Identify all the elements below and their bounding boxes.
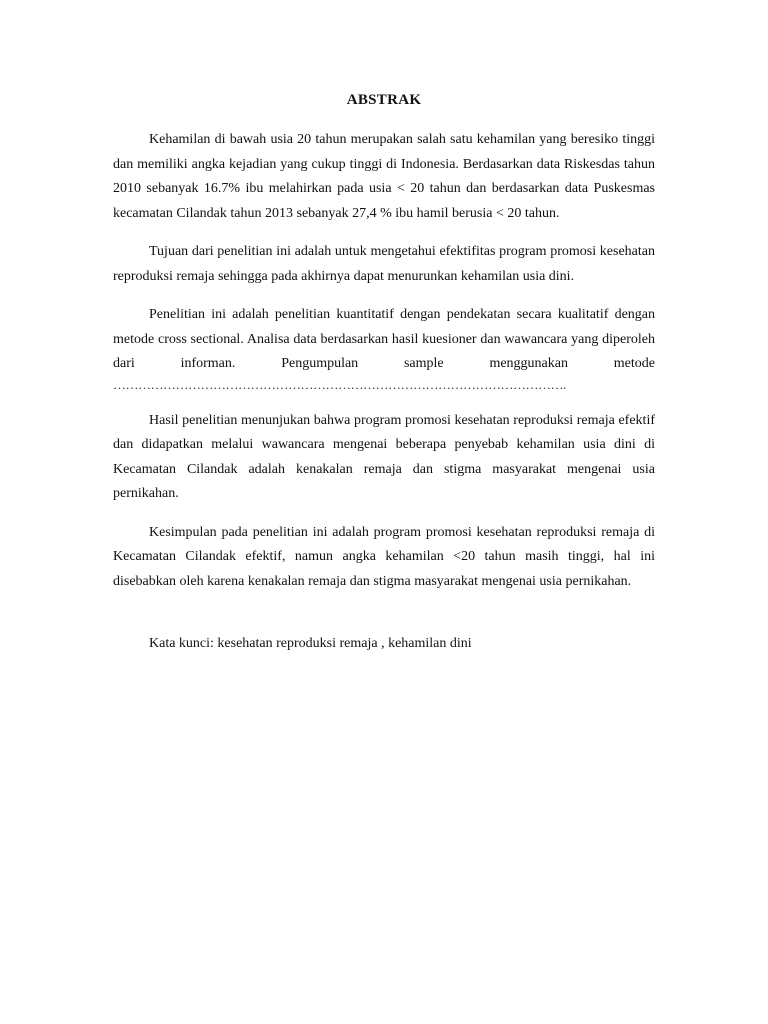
keywords-line: Kata kunci: kesehatan reproduksi remaja , kehamilan dini — [149, 636, 472, 651]
paragraph-results: Hasil penelitian menunjukan bahwa program promosi kesehatan reproduksi remaja efektif dan didapatkan melalui wawancara mengenai beberapa penyebab kehamilan usia dini di Kecamatan Cilandak adalah kenakalan remaja dan stigma masyarakat mengenai usia pernikahan. — [113, 412, 655, 501]
paragraph-objective: Tujuan dari penelitian ini adalah untuk mengetahui efektifitas program promosi kesehatan reproduksi remaja sehingga pada akhirnya dapat menurunkan kehamilan usia dini. — [113, 244, 655, 284]
paragraph-method: Penelitian ini adalah penelitian kuantitatif dengan pendekatan secara kualitatif dengan metode cross sectional. Analisa data berdasarkan hasil kuesioner dan wawancara yang diperoleh dari informan. Pengumpulan sample menggunakan metode — [113, 307, 655, 371]
paragraph-conclusion: Kesimpulan pada penelitian ini adalah program promosi kesehatan reproduksi remaja di Kecamatan Cilandak efektif, namun angka kehamilan <20 tahun masih tinggi, hal ini disebabkan oleh karena kenakalan remaja dan stigma masyarakat mengenai usia pernikahan. — [113, 524, 655, 589]
abstract-body — [113, 128, 655, 657]
document-title: ABSTRAK — [346, 92, 422, 108]
dotted-placeholder-line: ………………………………………………………………………………………………. — [113, 376, 566, 392]
paragraph-background: Kehamilan di bawah usia 20 tahun merupakan salah satu kehamilan yang beresiko tinggi dan memiliki angka kejadian yang cukup tinggi di Indonesia. Berdasarkan data Riskesdas tahun 2010 sebanyak 16.7% ibu melahirkan pada usia < 20 tahun dan berdasarkan data Puskesmas kecamatan Cilandak tahun 2013 sebanyak 27,4 % ibu hamil berusia < 20 tahun. — [113, 132, 655, 221]
